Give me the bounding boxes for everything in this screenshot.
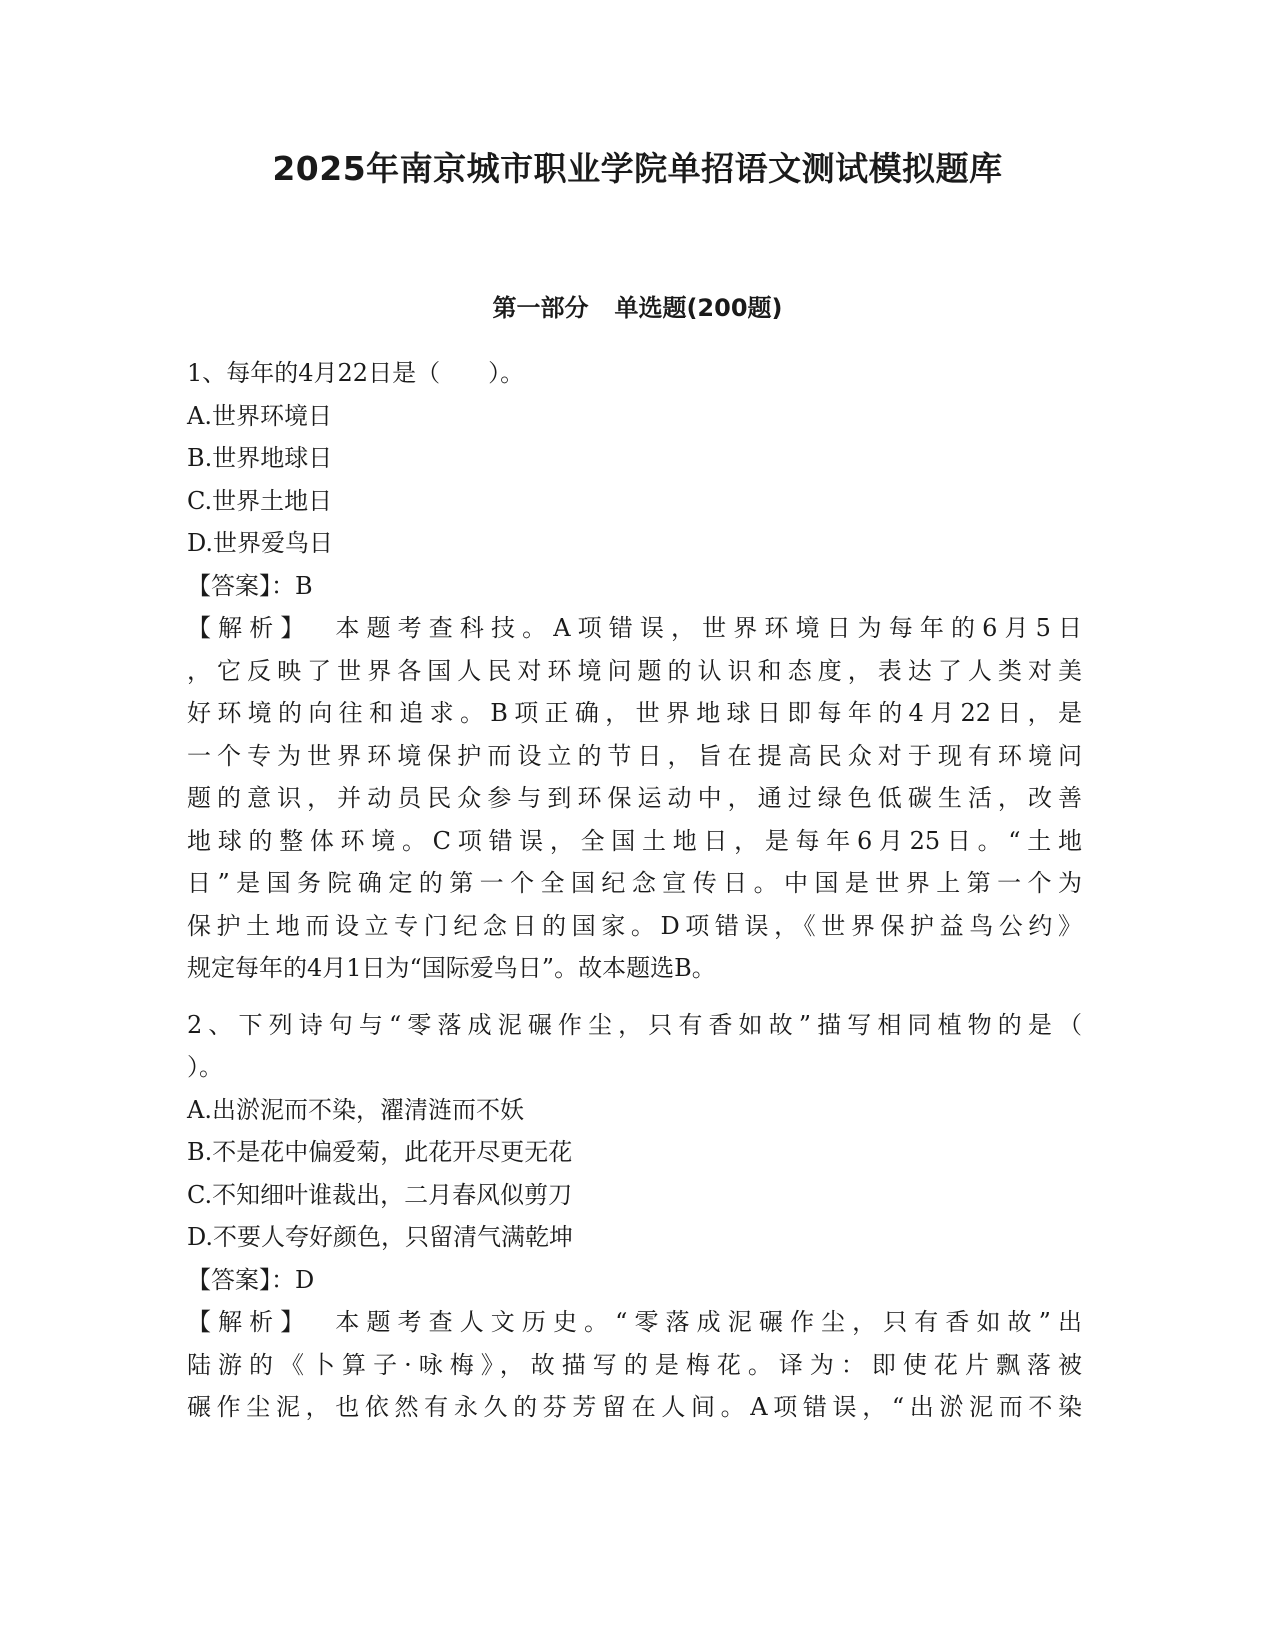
option-c: C.不知细叶谁裁出，二月春风似剪刀 [187,1180,573,1209]
answer-label: 【答案】： [187,1265,295,1294]
explanation-line: 规定每年的4月1日为“国际爱鸟日”。故本题选B。 [187,954,716,982]
question-stem-continued: ）。 [187,1053,223,1081]
question-1 [187,352,1082,990]
explanation-text: 本题考查人文历史。“零落成泥碾作尘，只有香如故”出 [335,1308,1082,1336]
explanation-line: 碾作尘泥，也依然有永久的芬芳留在人间。A项错误，“出淤泥而不染 [187,1393,1082,1421]
answer-value: B [295,571,313,600]
section-name: 单选题(200题) [614,294,783,322]
answer-line [187,565,1082,608]
explanation-line: 好环境的向往和追求。B项正确，世界地球日即每年的4月22日，是 [187,699,1082,727]
question-2 [187,1004,1082,1429]
question-list [187,352,1082,1429]
explanation-line: 保护土地而设立专门纪念日的国家。D项错误，《世界保护益鸟公约》 [187,911,1082,940]
option-a: A.世界环境日 [187,401,332,430]
explanation-line [187,1301,1082,1344]
question-stem: 2、下列诗句与“零落成泥碾作尘，只有香如故”描写相同植物的是（ [187,1010,1082,1039]
explanation-line: 一个专为世界环境保护而设立的节日，旨在提高民众对于现有环境问 [187,741,1082,770]
explanation-text: 本题考查科技。A项错误，世界环境日为每年的6月5日 [335,614,1083,642]
option-d: D.不要人夸好颜色，只留清气满乾坤 [187,1223,574,1251]
explanation-line: 题的意识，并动员民众参与到环保运动中，通过绿色低碳生活，改善 [187,784,1082,812]
question-stem: 1、每年的4月22日是（ ）。 [187,359,525,387]
explanation-line: 陆游的《卜算子·咏梅》，故描写的是梅花。译为：即使花片飘落被 [187,1350,1082,1379]
option-b: B.世界地球日 [187,444,333,472]
page-title: 2025年南京城市职业学院单招语文测试模拟题库 [272,149,1003,188]
option-d: D.世界爱鸟日 [187,529,334,557]
option-a: A.出淤泥而不染，濯清涟而不妖 [187,1095,524,1124]
section-part: 第一部分 [492,294,589,322]
answer-label: 【答案】： [187,571,295,600]
option-b: B.不是花中偏爱菊，此花开尽更无花 [187,1138,573,1166]
explanation-label: 【解析】 [187,1308,312,1336]
explanation-line: 地球的整体环境。C项错误，全国土地日，是每年6月25日。“土地 [187,826,1082,855]
answer-line [187,1259,1082,1302]
section-heading [0,292,1275,324]
explanation-line [187,607,1082,650]
answer-value: D [295,1265,315,1294]
explanation-label: 【解析】 [187,614,312,642]
explanation-line: 日”是国务院确定的第一个全国纪念宣传日。中国是世界上第一个为 [187,869,1082,897]
option-c: C.世界土地日 [187,486,333,515]
explanation-line: ，它反映了世界各国人民对环境问题的认识和态度，表达了人类对美 [187,656,1082,685]
